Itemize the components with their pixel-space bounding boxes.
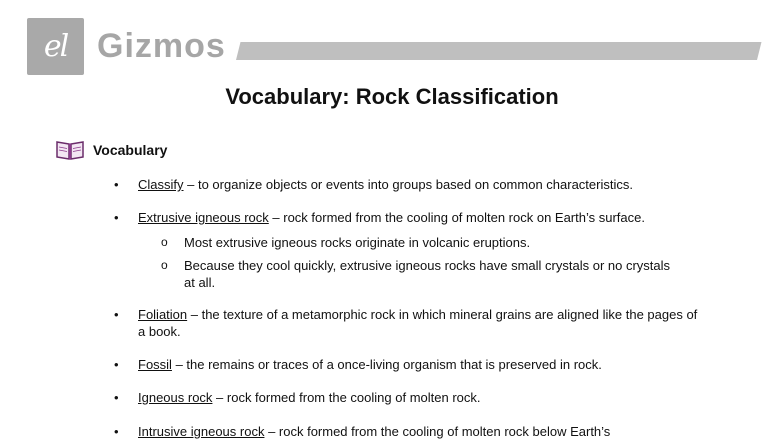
definition: – rock formed from the cooling of molten rock. <box>212 390 481 405</box>
definition: – rock formed from the cooling of molten rock below Earth’s <box>264 424 611 439</box>
sub-list-item: Because they cool quickly, extrusive igneous rocks have small crystals or no crystals at all. <box>184 258 671 290</box>
definition: – rock formed from the cooling of molten rock on Earth’s surface. <box>268 210 645 225</box>
list-item <box>138 423 698 440</box>
term: Foliation <box>138 307 188 322</box>
definition: – the texture of a metamorphic rock in which mineral grains are aligned like the pages of a book. <box>138 307 698 339</box>
logo-mark: el <box>43 29 68 64</box>
term: Extrusive igneous rock <box>138 210 269 225</box>
list-item <box>138 356 698 373</box>
term: Fossil <box>138 357 172 372</box>
definition: – to organize objects or events into groups based on common characteristics. <box>183 177 633 192</box>
definition: – the remains or traces of a once-living organism that is preserved in rock. <box>171 357 602 372</box>
list-item <box>138 389 698 406</box>
page-title: Vocabulary: Rock Classification <box>225 84 559 109</box>
sub-bullet: o <box>161 235 168 249</box>
bullet: • <box>114 177 119 192</box>
list-item <box>138 176 698 193</box>
section-heading: Vocabulary <box>93 142 168 158</box>
gizmos-logo <box>27 18 84 75</box>
term: Igneous rock <box>138 390 213 405</box>
list-item <box>138 209 698 226</box>
bullet: • <box>114 390 119 405</box>
bullet: • <box>114 307 119 322</box>
brand-name: Gizmos <box>97 27 226 65</box>
list-item <box>138 306 698 340</box>
term: Intrusive igneous rock <box>138 424 265 439</box>
bullet: • <box>114 210 119 225</box>
book-icon <box>55 138 85 162</box>
header-bar <box>236 42 761 60</box>
bullet: • <box>114 357 119 372</box>
bullet: • <box>114 424 119 439</box>
sub-bullet: o <box>161 258 168 272</box>
sub-list-item: Most extrusive igneous rocks originate in volcanic eruptions. <box>184 235 531 250</box>
term: Classify <box>138 177 184 192</box>
